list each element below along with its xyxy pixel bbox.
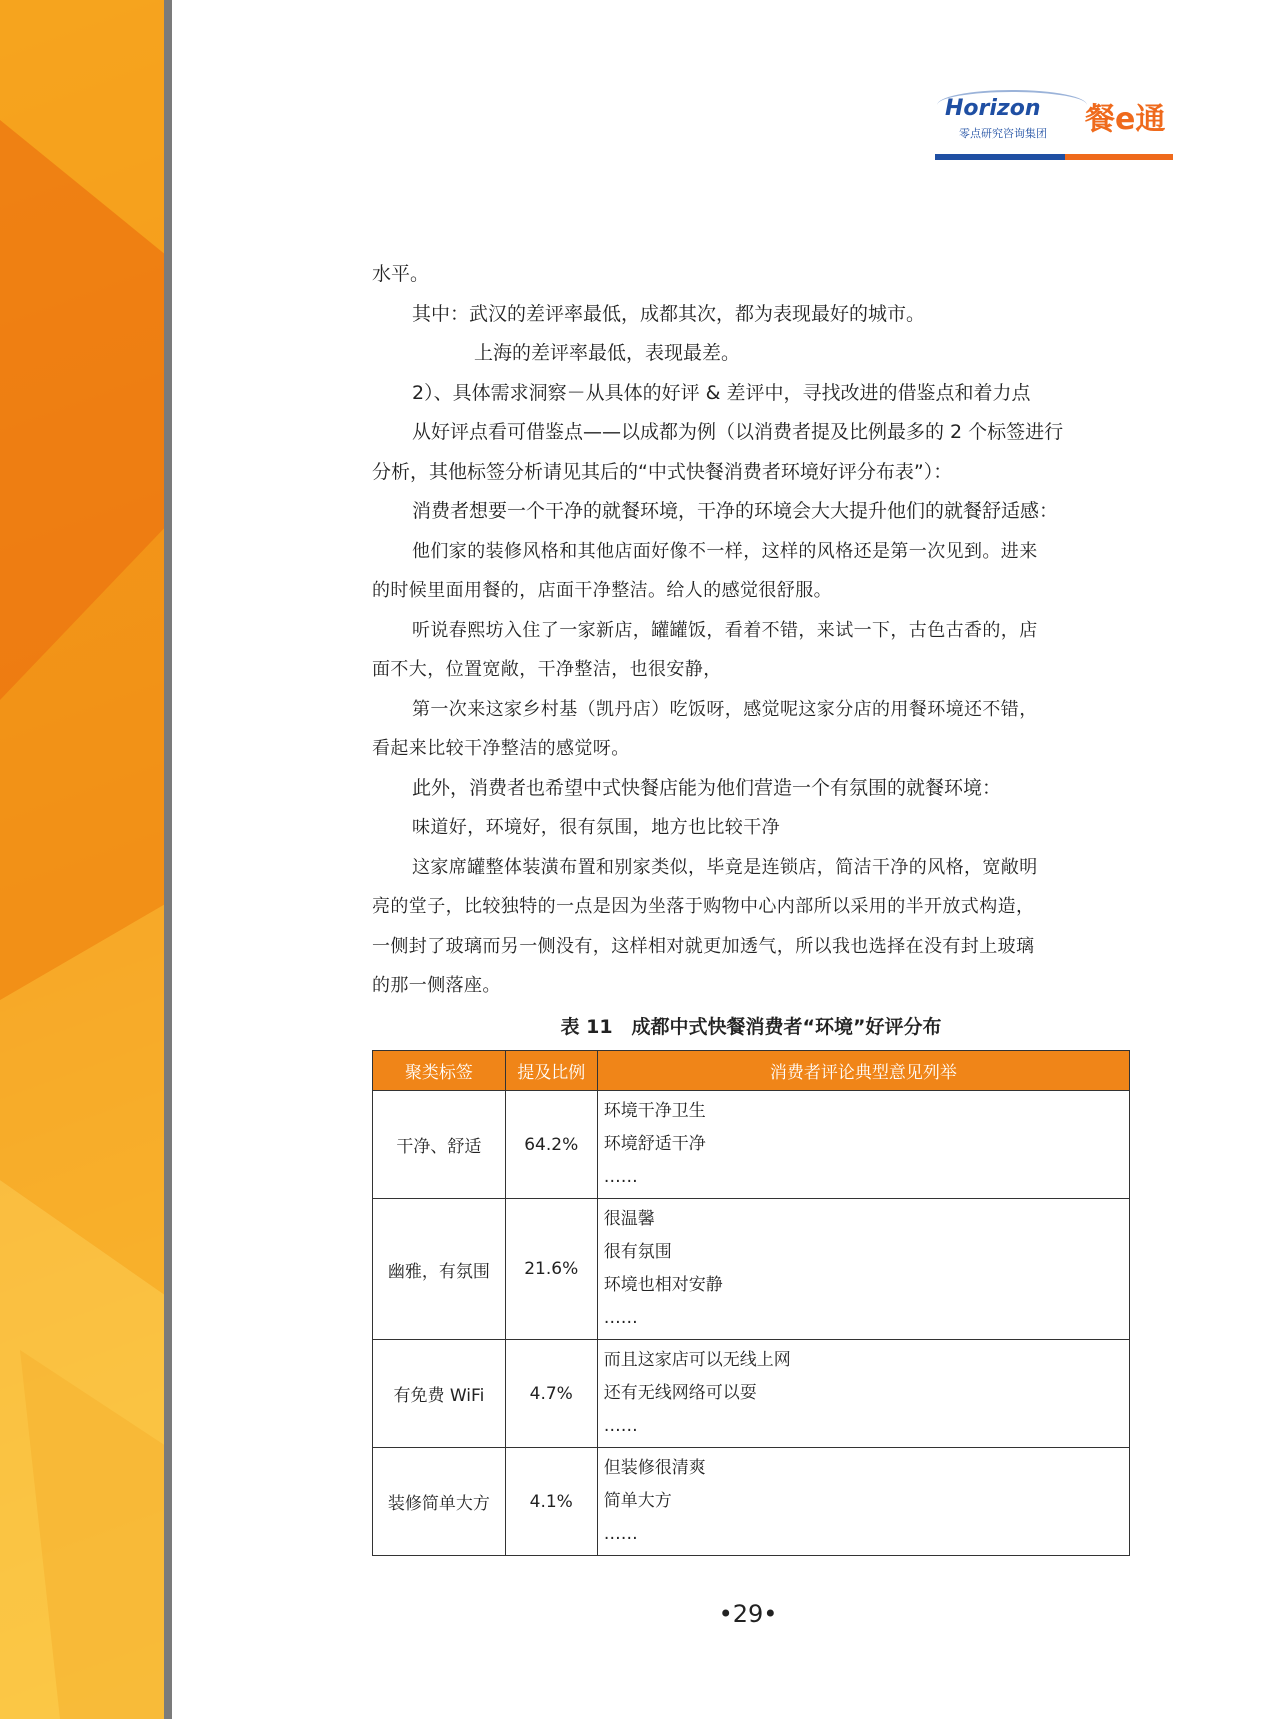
table-row [373, 1199, 1130, 1340]
side-band-edge [164, 0, 172, 1719]
paragraph-line: 2）、具体需求洞察－从具体的好评 & 差评中，寻找改进的借鉴点和着力点 [412, 381, 1031, 404]
paragraph-line: 此外，消费者也希望中式快餐店能为他们营造一个有氛围的就餐环境： [412, 776, 1002, 799]
quote-line: 听说春熙坊入住了一家新店，罐罐饭，看着不错，来试一下，古色古香的，店 [412, 619, 1038, 641]
brand-logo [935, 88, 1173, 164]
example-item: 很温馨 [603, 1209, 655, 1229]
logo-cn-brand: 餐e通 [1085, 102, 1166, 137]
paragraph-line: 其中：武汉的差评率最低，成都其次，都为表现最好的城市。 [412, 302, 926, 325]
example-item: 还有无线网络可以耍 [603, 1383, 757, 1403]
body-text [372, 255, 1130, 1006]
table-caption: 表 11 成都中式快餐消费者“环境”好评分布 [560, 1016, 942, 1038]
cell-pct: 64.2% [505, 1091, 597, 1199]
quote-line: 这家席罐整体装潢布置和别家类似，毕竟是连锁店，简洁干净的风格，宽敞明 [412, 856, 1038, 878]
logo-text: Horizon [945, 96, 1041, 121]
cell-label: 装修简单大方 [373, 1448, 506, 1556]
cell-examples [597, 1091, 1129, 1199]
cell-pct: 4.7% [505, 1340, 597, 1448]
header-cluster-label: 聚类标签 [373, 1051, 506, 1091]
example-item: 很有氛围 [603, 1242, 672, 1262]
quote-line: 味道好，环境好，很有氛围，地方也比较干净 [412, 817, 780, 838]
cell-examples [597, 1340, 1129, 1448]
example-item: 环境舒适干净 [603, 1134, 706, 1154]
cell-examples [597, 1448, 1129, 1556]
header-typical-comments: 消费者评论典型意见列举 [597, 1051, 1129, 1091]
header-mention-ratio: 提及比例 [505, 1051, 597, 1091]
cell-examples [597, 1199, 1129, 1340]
logo-bar-orange [1065, 154, 1173, 160]
example-item: …… [603, 1524, 638, 1544]
quote-line: 的那一侧落座。 [372, 975, 501, 996]
paragraph-line: 水平。 [372, 263, 430, 285]
table-row [373, 1448, 1130, 1556]
cell-label: 幽雅，有氛围 [373, 1199, 506, 1340]
cell-pct: 21.6% [505, 1199, 597, 1340]
logo-bar-blue [935, 154, 1065, 160]
page-number: •29• [718, 1600, 778, 1628]
example-item: …… [603, 1416, 638, 1436]
review-distribution-table [372, 1050, 1130, 1556]
table-row [373, 1340, 1130, 1448]
logo-wordmark [945, 96, 1041, 121]
table-row [373, 1091, 1130, 1199]
quote-line: 看起来比较干净整洁的感觉呀。 [372, 738, 630, 759]
example-item: …… [603, 1167, 638, 1187]
example-item: 而且这家店可以无线上网 [603, 1350, 791, 1370]
quote-line: 的时候里面用餐的，店面干净整洁。给人的感觉很舒服。 [372, 580, 832, 601]
paragraph-line: 从好评点看可借鉴点——以成都为例（以消费者提及比例最多的 2 个标签进行 [412, 421, 1064, 443]
cell-label: 干净、舒适 [373, 1091, 506, 1199]
table-header-row [373, 1051, 1130, 1091]
cell-label: 有免费 WiFi [373, 1340, 506, 1448]
example-item: …… [603, 1308, 638, 1328]
cell-pct: 4.1% [505, 1448, 597, 1556]
paragraph-line: 上海的差评率最低，表现最差。 [474, 342, 741, 364]
quote-line: 面不大，位置宽敞，干净整洁，也很安静， [372, 659, 722, 680]
quote-line: 一侧封了玻璃而另一侧没有，这样相对就更加透气，所以我也选择在没有封上玻璃 [372, 935, 1035, 957]
decorative-side-band [0, 0, 172, 1719]
quote-line: 亮的堂子，比较独特的一点是因为坐落于购物中心内部所以采用的半开放式构造， [372, 896, 1035, 917]
example-item: 环境也相对安静 [603, 1275, 723, 1295]
example-item: 环境干净卫生 [603, 1101, 706, 1121]
quote-line: 他们家的装修风格和其他店面好像不一样，这样的风格还是第一次见到。进来 [412, 540, 1038, 562]
paragraph-line: 分析，其他标签分析请见其后的“中式快餐消费者环境好评分布表”）： [372, 460, 953, 483]
quote-line: 第一次来这家乡村基（凯丹店）吃饭呀，感觉呢这家分店的用餐环境还不错， [412, 698, 1038, 720]
example-item: 简单大方 [603, 1491, 672, 1511]
logo-subtitle: 零点研究咨询集团 [959, 127, 1047, 140]
side-band-shapes [0, 0, 172, 1719]
paragraph-line: 消费者想要一个干净的就餐环境，干净的环境会大大提升他们的就餐舒适感： [412, 500, 1059, 522]
example-item: 但装修很清爽 [603, 1458, 706, 1478]
